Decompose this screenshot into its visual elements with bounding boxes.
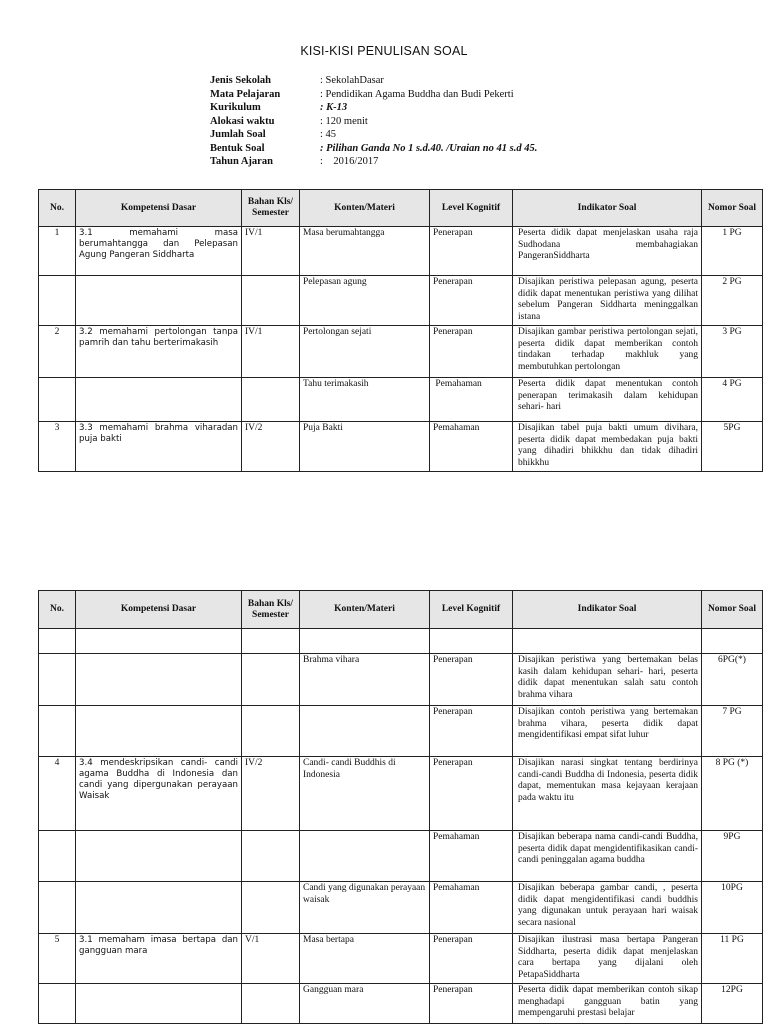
cell-level: Pemahaman xyxy=(430,422,513,472)
cell-kompetensi xyxy=(76,831,242,882)
cell-bahan xyxy=(242,706,300,757)
cell-bahan xyxy=(242,984,300,1024)
meta-value: : 120 menit xyxy=(320,115,368,127)
cell-indikator: Disajikan beberapa nama candi-candi Buddha, peserta didik dapat mengidentifikasikan candi- candi peninggalan agama buddha xyxy=(513,831,702,882)
cell-no xyxy=(39,629,76,654)
cell-no: 4 xyxy=(39,757,76,831)
cell-level xyxy=(430,629,513,654)
cell-nomor: 3 PG xyxy=(702,326,763,378)
cell-kompetensi xyxy=(76,706,242,757)
cell-nomor: 4 PG xyxy=(702,378,763,422)
cell-level: Pemahaman xyxy=(430,378,513,422)
cell-kompetensi: 3.2 memahami pertolongan tanpa pamrih dan tahu berterimakasih xyxy=(76,326,242,378)
cell-no xyxy=(39,706,76,757)
header-nomor: Nomor Soal xyxy=(702,591,763,629)
cell-nomor xyxy=(702,629,763,654)
cell-konten: Masa bertapa xyxy=(300,934,430,984)
cell-indikator: Disajikan peristiwa pelepasan agung, peserta didik dapat menentukan peristiwa yang dilihat sebelum Pangeran Siddharta meninggalkan istana xyxy=(513,276,702,326)
cell-no xyxy=(39,882,76,934)
cell-level: Pemahaman xyxy=(430,831,513,882)
cell-no: 3 xyxy=(39,422,76,472)
cell-bahan: IV/2 xyxy=(242,757,300,831)
cell-kompetensi xyxy=(76,984,242,1024)
meta-value: : K-13 xyxy=(320,102,348,113)
cell-konten: Pertolongan sejati xyxy=(300,326,430,378)
document-meta xyxy=(210,74,537,169)
cell-no: 1 xyxy=(39,227,76,276)
meta-row xyxy=(210,74,537,88)
cell-nomor: 9PG xyxy=(702,831,763,882)
cell-indikator: Disajikan tabel puja bakti umum divihara, peserta didik dapat membedakan puja bakti yang dihadiri bhikkhu dan tidak dihadiri bhikkhu xyxy=(513,422,702,472)
table-row xyxy=(39,757,763,831)
cell-level: Penerapan xyxy=(430,276,513,326)
header-indikator: Indikator Soal xyxy=(513,190,702,227)
meta-row xyxy=(210,142,537,156)
cell-indikator: Disajikan narasi singkat tentang berdirinya candi-candi Buddha di Indonesia, peserta didik dapat, mementukan masa kejayaan kerajaan pada waktu itu xyxy=(513,757,702,831)
cell-no: 5 xyxy=(39,934,76,984)
table-header-row xyxy=(39,591,763,629)
table-row xyxy=(39,882,763,934)
cell-level: Penerapan xyxy=(430,984,513,1024)
cell-indikator: Disajikan contoh peristiwa yang bertemakan brahma vihara, peserta didik dapat mengidentifikasi empat sifat luhur xyxy=(513,706,702,757)
cell-kompetensi: 3.1 memahami masa berumahtangga dan Pelepasan Agung Pangeran Siddharta xyxy=(76,227,242,276)
header-kompetensi-dasar: Kompetensi Dasar xyxy=(76,591,242,629)
cell-no: 2 xyxy=(39,326,76,378)
header-no: No. xyxy=(39,190,76,227)
meta-value: : SekolahDasar xyxy=(320,75,384,86)
cell-nomor: 12PG xyxy=(702,984,763,1024)
meta-row xyxy=(210,128,537,142)
meta-label: Mata Pelajaran xyxy=(210,88,281,100)
cell-level: Penerapan xyxy=(430,934,513,984)
cell-konten: Gangguan mara xyxy=(300,984,430,1024)
cell-indikator: Disajikan beberapa gambar candi, , peserta didik dapat mengidentifikasi candi buddhis yang digunakan untuk perayaan hari waisak secara nasional xyxy=(513,882,702,934)
header-konten: Konten/Materi xyxy=(300,190,430,227)
cell-nomor: 5PG xyxy=(702,422,763,472)
cell-indikator xyxy=(513,629,702,654)
cell-konten: Puja Bakti xyxy=(300,422,430,472)
cell-level: Penerapan xyxy=(430,227,513,276)
cell-konten: Tahu terimakasih xyxy=(300,378,430,422)
cell-kompetensi xyxy=(76,654,242,706)
header-kompetensi-dasar: Kompetensi Dasar xyxy=(76,190,242,227)
cell-konten xyxy=(300,629,430,654)
cell-konten xyxy=(300,831,430,882)
cell-bahan: IV/2 xyxy=(242,422,300,472)
cell-level: Penerapan xyxy=(430,326,513,378)
table-row xyxy=(39,654,763,706)
cell-bahan: IV/1 xyxy=(242,227,300,276)
table-row xyxy=(39,934,763,984)
cell-bahan: IV/1 xyxy=(242,326,300,378)
table-row xyxy=(39,422,763,472)
table-row xyxy=(39,276,763,326)
header-nomor: Nomor Soal xyxy=(702,190,763,227)
cell-level: Penerapan xyxy=(430,757,513,831)
cell-nomor: 1 PG xyxy=(702,227,763,276)
cell-indikator: Peserta didik dapat menentukan contoh penerapan terimakasih dalam kehidupan sehari- hari xyxy=(513,378,702,422)
cell-kompetensi: 3.4 mendeskripsikan candi- candi agama Buddha di Indonesia dan candi yang dipergunakan perayaan Waisak xyxy=(76,757,242,831)
table-row xyxy=(39,326,763,378)
meta-label: Kurikulum xyxy=(210,102,261,113)
cell-nomor: 2 PG xyxy=(702,276,763,326)
cell-kompetensi: 3.3 memahami brahma viharadan puja bakti xyxy=(76,422,242,472)
cell-kompetensi xyxy=(76,629,242,654)
cell-no xyxy=(39,654,76,706)
cell-konten: Candi- candi Buddhis di Indonesia xyxy=(300,757,430,831)
cell-nomor: 8 PG (*) xyxy=(702,757,763,831)
cell-bahan xyxy=(242,654,300,706)
cell-bahan: V/1 xyxy=(242,934,300,984)
cell-bahan xyxy=(242,276,300,326)
header-konten: Konten/Materi xyxy=(300,591,430,629)
meta-label: Jumlah Soal xyxy=(210,129,266,140)
table-row xyxy=(39,984,763,1024)
kisi-kisi-table-2 xyxy=(38,590,763,1024)
meta-label: Jenis Sekolah xyxy=(210,75,271,86)
cell-nomor: 10PG xyxy=(702,882,763,934)
kisi-kisi-table-1 xyxy=(38,189,763,472)
cell-level: Penerapan xyxy=(430,706,513,757)
meta-label: Alokasi waktu xyxy=(210,115,275,127)
header-bahan: Bahan Kls/ Semester xyxy=(242,190,300,227)
meta-value: : 45 xyxy=(320,129,337,140)
table-row xyxy=(39,706,763,757)
cell-nomor: 11 PG xyxy=(702,934,763,984)
meta-row xyxy=(210,101,537,115)
cell-no xyxy=(39,378,76,422)
meta-value: : Pendidikan Agama Buddha dan Budi Pekerti xyxy=(320,88,514,100)
cell-level: Pemahaman xyxy=(430,882,513,934)
cell-level: Penerapan xyxy=(430,654,513,706)
cell-bahan xyxy=(242,831,300,882)
cell-indikator: Peserta didik dapat menjelaskan usaha raja Sudhodana membahagiakan PangeranSiddharta xyxy=(513,227,702,276)
table-row xyxy=(39,227,763,276)
header-level: Level Kognitif xyxy=(430,190,513,227)
cell-bahan xyxy=(242,629,300,654)
table-row xyxy=(39,831,763,882)
meta-label: Tahun Ajaran xyxy=(210,156,273,167)
cell-indikator: Peserta didik dapat memberikan contoh sikap menghadapi gangguan batin yang mempengaruhi prestasi belajar xyxy=(513,984,702,1024)
cell-kompetensi: 3.1 memaham imasa bertapa dan gangguan mara xyxy=(76,934,242,984)
table-row xyxy=(39,629,763,654)
cell-konten: Brahma vihara xyxy=(300,654,430,706)
cell-konten: Masa berumahtangga xyxy=(300,227,430,276)
meta-row xyxy=(210,155,537,169)
header-no: No. xyxy=(39,591,76,629)
meta-row xyxy=(210,88,537,102)
cell-nomor: 6PG(*) xyxy=(702,654,763,706)
document-title: KISI-KISI PENULISAN SOAL xyxy=(300,44,468,58)
cell-indikator: Disajikan peristiwa yang bertemakan belas kasih dalam kehidupan sehari- hari, peserta didik dapat menentukan salah satu contoh brahma vihara xyxy=(513,654,702,706)
cell-kompetensi xyxy=(76,276,242,326)
cell-no xyxy=(39,276,76,326)
cell-bahan xyxy=(242,882,300,934)
cell-kompetensi xyxy=(76,378,242,422)
table-header-row xyxy=(39,190,763,227)
cell-indikator: Disajikan gambar peristiwa pertolongan sejati, peserta didik dapat memberikan contoh tindakan terhadap makhluk yang membutuhkan pertolongan xyxy=(513,326,702,378)
cell-no xyxy=(39,831,76,882)
cell-no xyxy=(39,984,76,1024)
table-row xyxy=(39,378,763,422)
cell-bahan xyxy=(242,378,300,422)
meta-value: : Pilihan Ganda No 1 s.d.40. /Uraian no 41 s.d 45. xyxy=(320,142,538,154)
meta-value: : 2016/2017 xyxy=(320,156,379,167)
cell-nomor: 7 PG xyxy=(702,706,763,757)
meta-label: Bentuk Soal xyxy=(210,142,265,154)
cell-kompetensi xyxy=(76,882,242,934)
cell-indikator: Disajikan ilustrasi masa bertapa Pangeran Siddharta, peserta didik dapat menjelaskan cara bertapa yang dijalani oleh PetapaSiddharta xyxy=(513,934,702,984)
header-indikator: Indikator Soal xyxy=(513,591,702,629)
cell-konten: Candi yang digunakan perayaan waisak xyxy=(300,882,430,934)
meta-row xyxy=(210,115,537,129)
cell-konten: Pelepasan agung xyxy=(300,276,430,326)
header-bahan: Bahan Kls/ Semester xyxy=(242,591,300,629)
cell-konten xyxy=(300,706,430,757)
header-level: Level Kognitif xyxy=(430,591,513,629)
